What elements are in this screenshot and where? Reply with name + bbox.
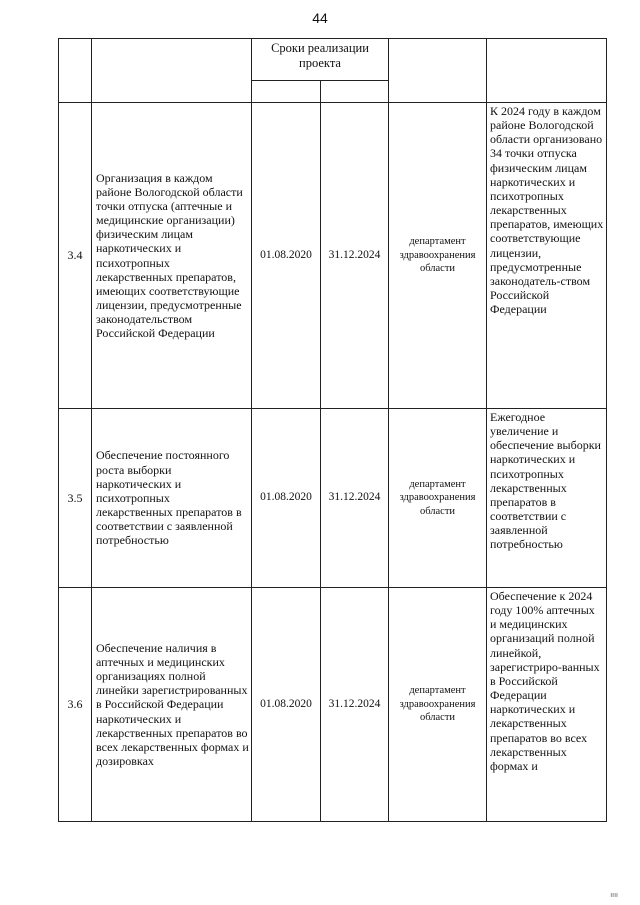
expected-result: Ежегодное увеличение и обеспечение выборки наркотических и психотропных лекарственных препаратов в соответствии с заявленной потребностью <box>487 409 607 588</box>
task-description: Обеспечение наличия в аптечных и медицинских организациях полной линейки зарегистрированных в Российской Федерации наркотических и лекарственных препаратов во всех лекарственных формах и дозировках <box>92 588 252 822</box>
header-row <box>59 39 607 81</box>
header-deadline-group: Сроки реализации проекта <box>252 39 389 81</box>
expected-result: К 2024 году в каждом районе Вологодской области организовано 34 точки отпуска физическим лицам наркотических и психотропных лекарственных препаратов, имеющих соответствующие лицензии, предусмотренные законодатель-ством Российской Федерации <box>487 103 607 409</box>
row-number: 3.5 <box>59 409 92 588</box>
scan-mark: ıııı <box>610 892 618 899</box>
responsible-department: департамент здравоохранения области <box>389 103 487 409</box>
start-date: 01.08.2020 <box>252 588 321 822</box>
project-table <box>58 38 607 822</box>
task-description: Организация в каждом районе Вологодской области точки отпуска (аптечные и медицинские организации) физическим лицам наркотических и психотропных лекарственных препаратов, имеющих соответствующие лицензии, предусмотренные законодательством Российской Федерации <box>92 103 252 409</box>
header-num-cell <box>59 39 92 103</box>
header-task-cell <box>92 39 252 103</box>
header-start-cell <box>252 81 321 103</box>
start-date: 01.08.2020 <box>252 409 321 588</box>
start-date: 01.08.2020 <box>252 103 321 409</box>
table-row <box>59 588 607 822</box>
responsible-department: департамент здравоохранения области <box>389 409 487 588</box>
end-date: 31.12.2024 <box>321 588 389 822</box>
header-end-cell <box>321 81 389 103</box>
task-description: Обеспечение постоянного роста выборки наркотических и психотропных лекарственных препаратов в соответствии с заявленной потребностью <box>92 409 252 588</box>
header-responsible-cell <box>389 39 487 103</box>
table-row <box>59 103 607 409</box>
row-number: 3.6 <box>59 588 92 822</box>
end-date: 31.12.2024 <box>321 103 389 409</box>
page-number: 44 <box>312 10 328 26</box>
responsible-department: департамент здравоохранения области <box>389 588 487 822</box>
row-number: 3.4 <box>59 103 92 409</box>
expected-result: Обеспечение к 2024 году 100% аптечных и медицинских организаций полной линейкой, зарегистриро-ванных в Российской Федерации наркотических и лекарственных препаратов во всех лекарственных формах и <box>487 588 607 822</box>
table-row <box>59 409 607 588</box>
header-result-cell <box>487 39 607 103</box>
end-date: 31.12.2024 <box>321 409 389 588</box>
